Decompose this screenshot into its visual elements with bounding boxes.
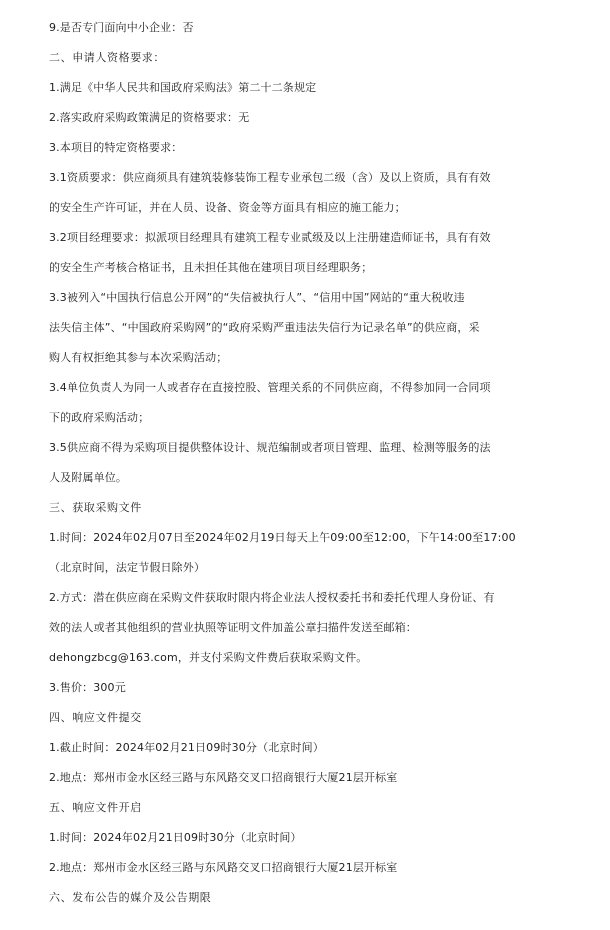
qualification-item-continued: 购人有权拒绝其参与本次采购活动；: [49, 351, 228, 364]
section-heading-publication-media: 六、发布公告的媒介及公告期限: [49, 891, 212, 904]
qualification-item: 3.5供应商不得为采购项目提供整体设计、规范编制或者项目管理、监理、检测等服务的法: [49, 441, 491, 454]
sme-only-line: 9.是否专门面向中小企业：否: [49, 21, 194, 34]
opening-location-line: 2.地点：郑州市金水区经三路与东风路交叉口招商银行大厦21层开标室: [49, 861, 398, 874]
qualification-item: 1.满足《中华人民共和国政府采购法》第二十二条规定: [49, 81, 317, 94]
qualification-item: 3.本项目的特定资格要求：: [49, 141, 183, 154]
qualification-item: 3.3被列入“中国执行信息公开网”的“失信被执行人”、“信用中国”网站的“重大税收违: [49, 291, 465, 304]
section-heading-obtain-documents: 三、获取采购文件: [49, 501, 142, 514]
obtain-method-line: 2.方式：潜在供应商在采购文件获取时限内将企业法人授权委托书和委托代理人身份证、有: [49, 591, 495, 604]
obtain-time-note: （北京时间，法定节假日除外）: [49, 561, 206, 574]
submission-deadline-line: 1.截止时间：2024年02月21日09时30分（北京时间）: [49, 741, 324, 754]
obtain-time-line: 1.时间：2024年02月07日至2024年02月19日每天上午09:00至12:00，下午14:00至17:00: [49, 531, 516, 544]
qualification-item: 3.1资质要求：供应商须具有建筑装修装饰工程专业承包二级（含）及以上资质，具有有效: [49, 171, 491, 184]
qualification-item-continued: 法失信主体”、“中国政府采购网”的“政府采购严重违法失信行为记录名单”的供应商，采: [49, 321, 480, 334]
qualification-item-continued: 的安全生产考核合格证书，且未担任其他在建项目项目经理职务；: [49, 261, 373, 274]
qualification-item-continued: 人及附属单位。: [49, 471, 128, 484]
qualification-item: 3.4单位负责人为同一人或者存在直接控股、管理关系的不同供应商，不得参加同一合同项: [49, 381, 491, 394]
section-heading-response-submission: 四、响应文件提交: [49, 711, 142, 724]
obtain-method-continued: 效的法人或者其他组织的营业执照等证明文件加盖公章扫描件发送至邮箱：: [49, 621, 417, 634]
qualification-item: 2.落实政府采购政策满足的资格要求：无: [49, 111, 250, 124]
qualification-item: 3.2项目经理要求：拟派项目经理具有建筑工程专业贰级及以上注册建造师证书，具有有效: [49, 231, 491, 244]
submission-location-line: 2.地点：郑州市金水区经三路与东风路交叉口招商银行大厦21层开标室: [49, 771, 398, 784]
price-line: 3.售价：300元: [49, 681, 126, 694]
section-heading-applicant-qualifications: 二、申请人资格要求：: [49, 51, 165, 64]
qualification-item-continued: 的安全生产许可证，并在人员、设备、资金等方面具有相应的施工能力；: [49, 201, 406, 214]
opening-time-line: 1.时间：2024年02月21日09时30分（北京时间）: [49, 831, 302, 844]
qualification-item-continued: 下的政府采购活动；: [49, 411, 150, 424]
section-heading-response-opening: 五、响应文件开启: [49, 801, 142, 814]
obtain-method-email: dehongzbcg@163.com，并支付采购文件费后获取采购文件。: [49, 651, 368, 664]
